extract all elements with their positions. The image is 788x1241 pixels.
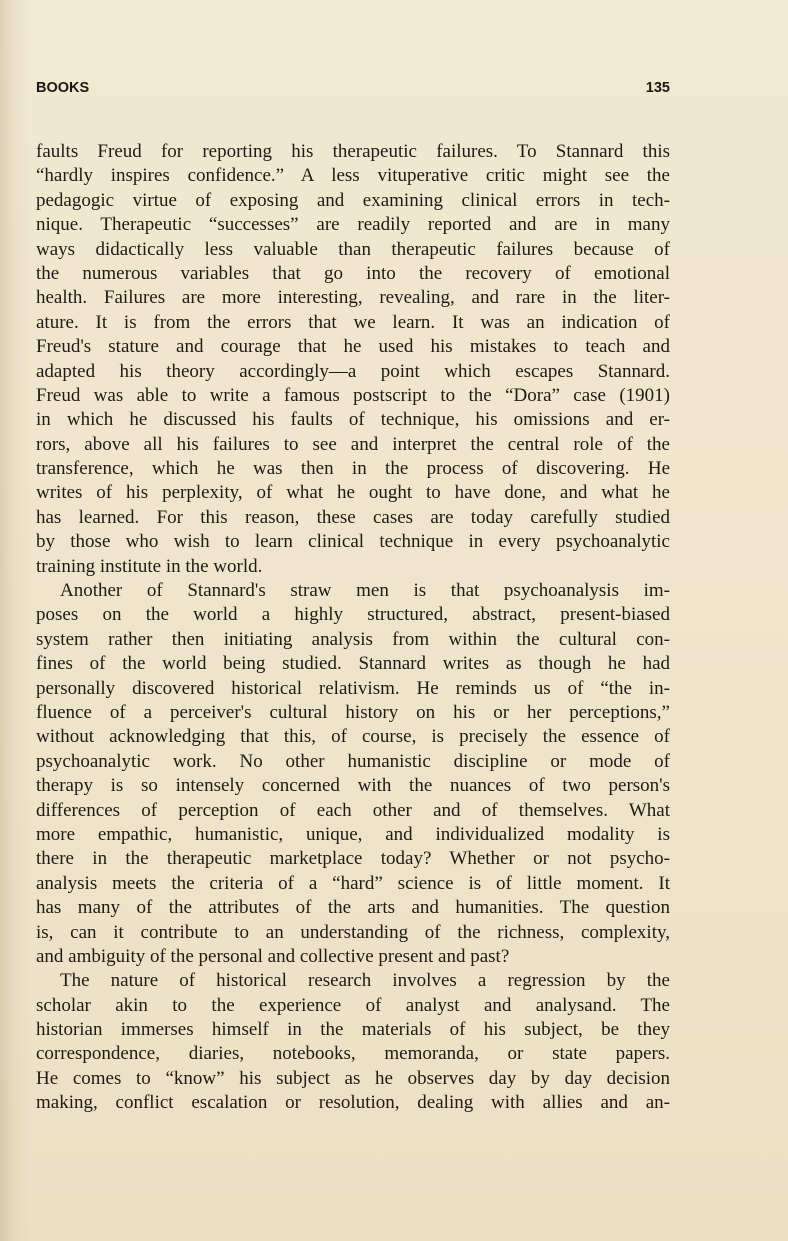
- text-line: system rather then initiating analysis from within the cultural con-: [36, 628, 670, 650]
- text-line: therapy is so intensely concerned with the nuances of two person's: [36, 775, 670, 797]
- running-head: [36, 80, 670, 100]
- page-number: 135: [645, 80, 670, 96]
- text-line: making, conflict escalation or resolution, dealing with allies and an-: [36, 1092, 670, 1114]
- paragraph: [36, 140, 670, 579]
- text-line: writes of his perplexity, of what he ought to have done, and what he: [36, 482, 670, 504]
- text-line: adapted his theory accordingly—a point which escapes Stannard.: [36, 360, 670, 382]
- text-line: pedagogic virtue of exposing and examining clinical errors in tech-: [36, 189, 670, 211]
- text-line: in which he discussed his faults of technique, his omissions and er-: [36, 409, 670, 431]
- paragraph: [36, 969, 670, 1115]
- text-line: fines of the world being studied. Stannard writes as though he had: [36, 653, 670, 675]
- paragraph: [36, 579, 670, 969]
- text-line: correspondence, diaries, notebooks, memoranda, or state papers.: [36, 1043, 670, 1065]
- text-line: historian immerses himself in the materials of his subject, be they: [36, 1019, 670, 1041]
- text-line: Freud's stature and courage that he used his mistakes to teach and: [36, 336, 670, 358]
- text-line: has many of the attributes of the arts and humanities. The question: [36, 897, 670, 919]
- body-text: [36, 140, 670, 1116]
- text-line: psychoanalytic work. No other humanistic discipline or mode of: [36, 750, 670, 772]
- text-line: by those who wish to learn clinical technique in every psychoanalytic: [36, 531, 670, 553]
- text-line: without acknowledging that this, of course, is precisely the essence of: [36, 726, 670, 748]
- text-line: has learned. For this reason, these cases are today carefully studied: [36, 506, 670, 528]
- text-line: analysis meets the criteria of a “hard” science is of little moment. It: [36, 872, 670, 894]
- text-line: Another of Stannard's straw men is that psychoanalysis im-: [60, 580, 670, 602]
- text-line: ways didactically less valuable than therapeutic failures because of: [36, 238, 670, 260]
- running-head-title: BOOKS: [36, 80, 90, 96]
- text-line: health. Failures are more interesting, revealing, and rare in the liter-: [36, 287, 670, 309]
- text-line: rors, above all his failures to see and interpret the central role of the: [36, 433, 670, 455]
- text-line: more empathic, humanistic, unique, and individualized modality is: [36, 823, 670, 845]
- text-line: “hardly inspires confidence.” A less vituperative critic might see the: [36, 165, 670, 187]
- text-line: is, can it contribute to an understanding of the richness, complexity,: [36, 921, 670, 943]
- text-line: nique. Therapeutic “successes” are readily reported and are in many: [36, 214, 670, 236]
- text-line: differences of perception of each other and of themselves. What: [36, 799, 670, 821]
- text-line: The nature of historical research involves a regression by the: [60, 970, 670, 992]
- text-line: training institute in the world.: [36, 555, 263, 577]
- text-line: scholar akin to the experience of analyst and analysand. The: [36, 994, 670, 1016]
- text-line: personally discovered historical relativism. He reminds us of “the in-: [36, 677, 670, 699]
- text-line: Freud was able to write a famous postscript to the “Dora” case (1901): [36, 384, 670, 406]
- text-line: He comes to “know” his subject as he observes day by day decision: [36, 1067, 670, 1089]
- text-line: poses on the world a highly structured, abstract, present-biased: [36, 604, 670, 626]
- text-line: ature. It is from the errors that we learn. It was an indication of: [36, 311, 670, 333]
- text-line: there in the therapeutic marketplace today? Whether or not psycho-: [36, 848, 670, 870]
- text-line: and ambiguity of the personal and collective present and past?: [36, 945, 510, 967]
- text-line: transference, which he was then in the process of discovering. He: [36, 458, 670, 480]
- text-line: fluence of a perceiver's cultural history on his or her perceptions,”: [36, 701, 670, 723]
- text-line: the numerous variables that go into the recovery of emotional: [36, 262, 670, 284]
- text-line: faults Freud for reporting his therapeutic failures. To Stannard this: [36, 141, 670, 162]
